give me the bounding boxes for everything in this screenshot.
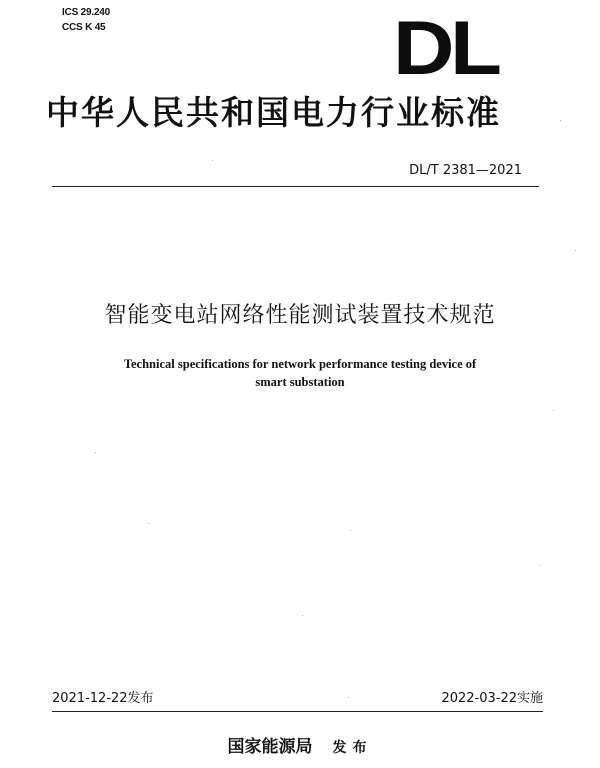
ccs-code: CCS K 45	[62, 22, 106, 33]
chinese-title: 智能变电站网络性能测试装置技术规范	[104, 303, 496, 328]
publisher-action: 发布	[332, 740, 373, 756]
scan-speck	[575, 250, 576, 251]
publisher-name: 国家能源局	[227, 737, 313, 757]
top-divider	[52, 186, 539, 187]
ics-code: ICS 29.240	[62, 7, 111, 18]
implementation-date: 2022-03-22实施	[441, 691, 543, 706]
scan-speck	[553, 410, 554, 411]
release-date: 2021-12-22发布	[52, 691, 154, 706]
org-title: 中华人民共和国电力行业标准	[46, 93, 501, 132]
bottom-divider	[52, 711, 543, 712]
english-title-line-2: smart substation	[255, 375, 345, 389]
standard-number: DL/T 2381—2021	[409, 163, 522, 178]
scan-speck	[212, 160, 213, 161]
english-title	[60, 355, 540, 391]
classification-codes	[62, 5, 110, 35]
scan-speck	[350, 530, 351, 531]
scan-speck	[560, 120, 561, 121]
scan-speck	[540, 565, 541, 566]
scan-speck	[148, 523, 149, 524]
dl-logo: DL	[393, 6, 498, 91]
scan-speck	[348, 697, 349, 698]
scan-speck	[302, 615, 303, 616]
scan-speck	[95, 452, 96, 453]
publisher-line	[0, 735, 600, 760]
english-title-line-1: Technical specifications for network performance testing device of	[123, 357, 477, 371]
